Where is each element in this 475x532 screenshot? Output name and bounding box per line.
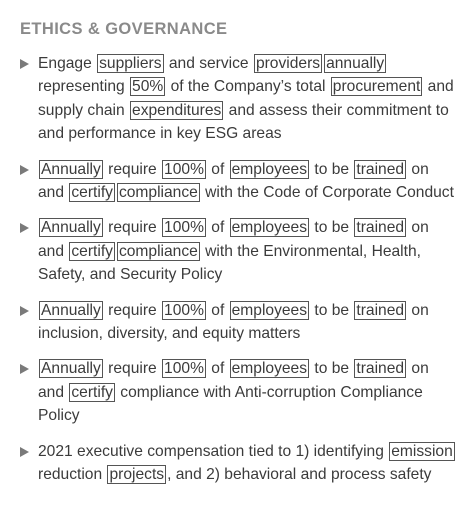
text-segment: require <box>103 301 162 319</box>
text-segment: compliance with Anti-corruption Compliance Policy <box>38 383 423 425</box>
highlighted-term: 50% <box>132 78 164 96</box>
highlighted-term: certify <box>71 184 113 202</box>
highlighted-term: employees <box>231 160 308 178</box>
highlighted-term: 100% <box>164 219 204 237</box>
highlighted-term: Annually <box>41 160 101 178</box>
highlighted-term: Annually <box>41 301 101 319</box>
triangle-bullet-icon <box>20 364 29 374</box>
text-segment: of <box>206 160 229 178</box>
text-segment: to be <box>310 360 354 378</box>
triangle-bullet-icon <box>20 447 29 457</box>
text-segment: reduction <box>38 466 107 484</box>
text-segment: on and <box>38 360 429 401</box>
text-segment: on inclusion, diversity, and equity matters <box>38 301 429 343</box>
triangle-bullet-icon <box>20 223 29 233</box>
list-item <box>18 158 457 205</box>
text-segment: and service <box>164 55 253 72</box>
text-segment: and assess their commitment to and performance in key ESG areas <box>38 101 449 143</box>
highlighted-term: compliance <box>118 242 198 260</box>
text-segment: of <box>206 219 229 237</box>
text-segment: of the Company’s total <box>166 78 330 96</box>
highlighted-term: certify <box>71 383 113 401</box>
text-segment: 2021 executive compensation tied to 1) identifying <box>38 442 389 460</box>
highlighted-term: trained <box>356 219 405 237</box>
text-segment: Engage <box>38 55 97 72</box>
list-item-text <box>38 161 454 201</box>
highlighted-term: Annually <box>41 360 101 378</box>
triangle-bullet-icon <box>20 306 29 316</box>
highlighted-term: Annually <box>41 219 101 237</box>
text-segment: to be <box>310 160 354 178</box>
text-segment: require <box>103 360 162 378</box>
highlighted-term: 100% <box>164 360 204 378</box>
text-segment: to be <box>310 301 354 319</box>
list-item-text <box>38 219 429 283</box>
text-segment: on and <box>38 160 429 202</box>
text-segment: and supply chain <box>38 78 454 119</box>
highlighted-term: emission <box>391 442 453 460</box>
highlighted-term: 100% <box>164 301 204 319</box>
text-segment: with the Code of Corporate Conduct <box>200 184 454 202</box>
list-item <box>18 357 457 427</box>
list-item-text <box>38 55 454 142</box>
text-segment: require <box>103 219 162 237</box>
triangle-bullet-icon <box>20 165 29 175</box>
text-segment: on and <box>38 219 429 260</box>
highlighted-term: annually <box>326 55 385 72</box>
list-item <box>18 440 457 487</box>
list-item <box>18 299 457 346</box>
goals-list <box>18 52 457 487</box>
triangle-bullet-icon <box>20 59 29 69</box>
text-segment: require <box>103 160 162 178</box>
highlighted-term: employees <box>231 219 308 237</box>
text-segment: , and 2) behavioral and process safety <box>167 466 432 484</box>
list-item <box>18 216 457 286</box>
text-segment: of <box>206 301 229 319</box>
section-title: ETHICS & GOVERNANCE <box>20 20 228 38</box>
highlighted-term: employees <box>231 360 308 378</box>
highlighted-term: suppliers <box>99 55 162 72</box>
highlighted-term: compliance <box>118 184 198 202</box>
list-item <box>18 52 457 146</box>
highlighted-term: 100% <box>164 160 204 178</box>
list-item-text <box>38 360 429 424</box>
highlighted-term: expenditures <box>132 101 222 119</box>
text-segment: of <box>206 360 229 378</box>
highlighted-term: trained <box>356 160 405 178</box>
highlighted-term: trained <box>356 301 405 319</box>
highlighted-term: projects <box>109 466 165 484</box>
highlighted-term: employees <box>231 301 308 319</box>
highlighted-term: procurement <box>332 78 421 96</box>
text-segment: representing <box>38 78 130 96</box>
list-item-text <box>38 443 456 483</box>
highlighted-term: certify <box>71 242 113 260</box>
highlighted-term: providers <box>255 55 321 72</box>
text-segment: to be <box>310 219 354 237</box>
highlighted-term: trained <box>356 360 405 378</box>
text-segment: with the Environmental, Health, Safety, and Security Policy <box>38 242 421 284</box>
list-item-text <box>38 302 429 342</box>
